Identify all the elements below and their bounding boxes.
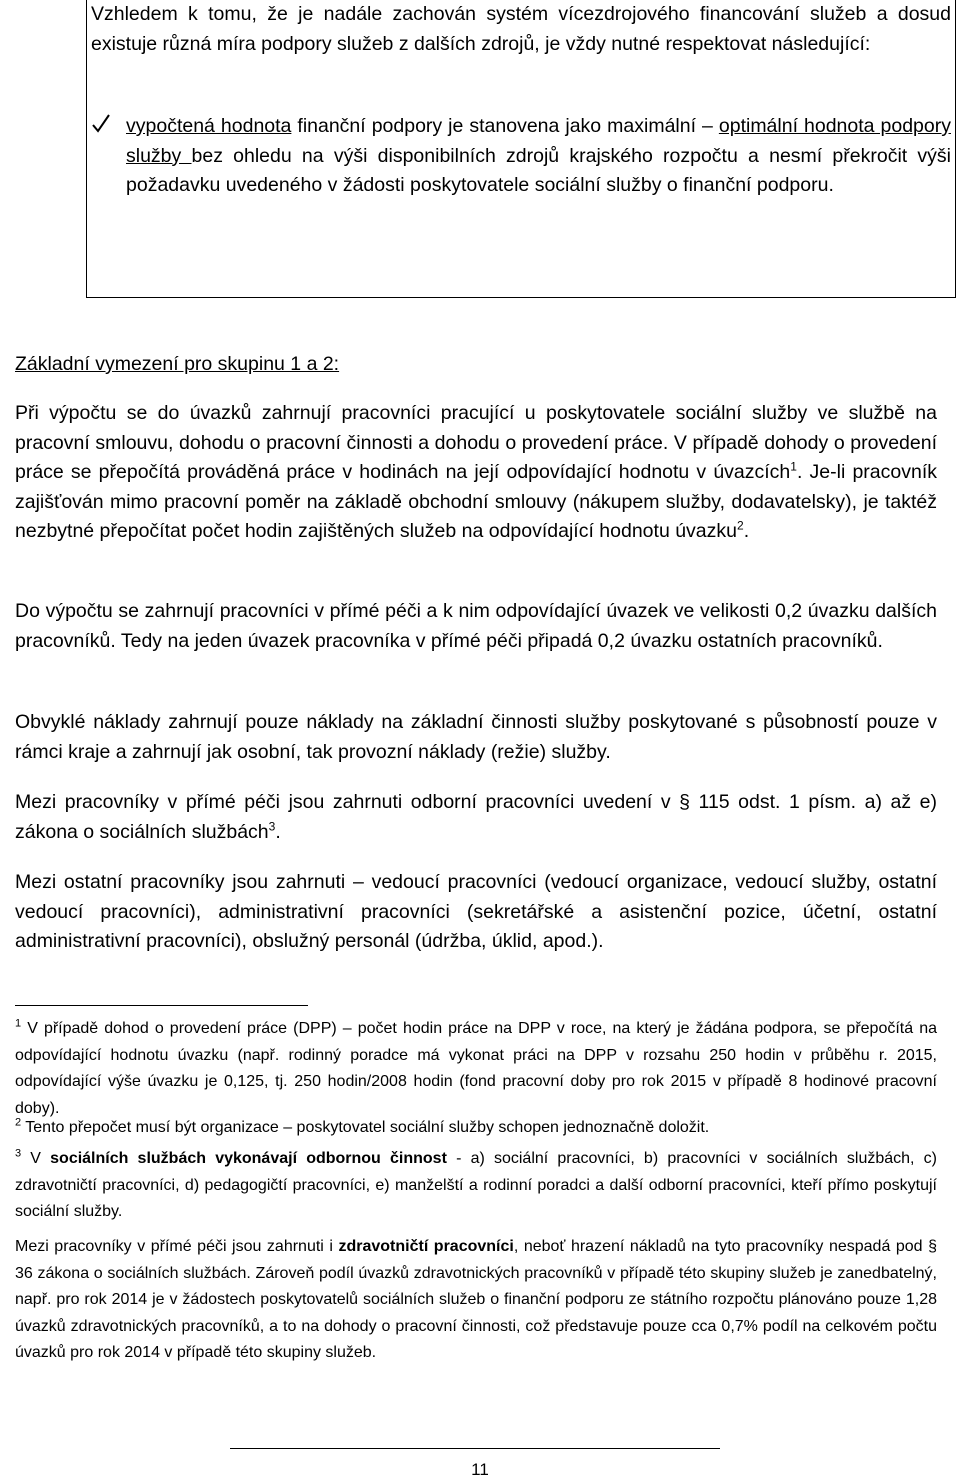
box-intro-paragraph: Vzhledem k tomu, že je nadále zachován systém vícezdrojového financování služeb a dosud existuje různá míra podpory služeb z dalších zdrojů, je vždy nutné respektovat následující:: [91, 3, 951, 55]
footnote-ref-1: 1: [790, 459, 797, 474]
paragraph-1: [15, 399, 937, 547]
paragraph-2: Do výpočtu se zahrnují pracovníci v přímé péči a k nim odpovídající úvazek ve velikosti 0,2 úvazku dalších pracovníků. Tedy na jeden úvazek pracovníka v přímé péči připadá 0,2 úvazku ostatních pracovníků.: [15, 600, 937, 652]
link-vypoctena-hodnota: vypočtená hodnota: [126, 115, 292, 137]
footnote-3: [15, 1146, 937, 1226]
paragraph-4: [15, 788, 937, 847]
footnote-text: zákona o sociálních službách. Zároveň podíl úvazků zdravotnických pracovníků v případě této skupiny služeb je zanedbatelný, např. pro rok 2014 je v žádostech poskytovatelů sociálních služeb o finanční podporu ze státního rozpočtu plánováno pouze 1,28 úvazků zdravotnických pracovníků, a to na dohody o pracovní činnosti, což představuje pouze cca 0,7% podíl na celkovém počtu úvazků pro rok 2014 v případě této skupiny služeb.: [15, 1264, 937, 1361]
footnote-number: 3: [15, 1147, 22, 1160]
footnote-text: V případě dohod o provedení práce (DPP) – počet hodin práce na DPP v roce, na který je žádána podpora, se přepočítá na odpovídající hodnotu úvazku (např. rodinný poradce má vykonat práci na DPP v rozsahu 250 hodin v průběhu r. 2015, odpovídající výše úvazku je 0,125, tj. 250 hodin/2008 hodin (fond pracovní doby pro rok 2015 v případě 8 hodinové pracovní doby).: [15, 1020, 937, 1117]
footnote-bold-text: zdravotničtí pracovníci: [338, 1238, 514, 1255]
footnote-text: Mezi pracovníky v přímé péči jsou zahrnuti i: [15, 1238, 339, 1255]
footer-rule: [230, 1448, 720, 1449]
footnote-ref-2: 2: [737, 518, 744, 533]
footnote-ref-3: 3: [268, 819, 276, 833]
link-optimalni-hodnota: optimální hodnota podpory služby: [126, 115, 951, 167]
paragraph-5: Mezi ostatní pracovníky jsou zahrnuti – vedoucí pracovníci (vedoucí organizace, vedoucí služby, ostatní vedoucí pracovníci), administrativní pracovníci (sekretářské a asistenční pozice, účetní, ostatní administrativní pracovníci), obslužný personál (údržba, úklid, apod.).: [15, 871, 937, 952]
footnote-number: 1: [15, 1017, 22, 1030]
bullet-text-part: bez ohledu na výši disponibilních zdrojů krajského rozpočtu a nesmí překročit výši požadavku uvedeného v žádosti poskytovatele sociální služby o finanční podporu.: [126, 144, 951, 196]
footnote-2: [15, 1115, 937, 1142]
footnote-text: V: [21, 1150, 51, 1167]
footnote-4: [15, 1234, 937, 1367]
footnote-separator: [15, 1005, 308, 1006]
footnote-text: , neboť hrazení nákladů na tyto pracovníky nespadá pod: [513, 1238, 929, 1255]
footnote-bold-text: sociálních službách vykonávají odbornou činnost: [50, 1150, 447, 1167]
box-bullet-item: [91, 112, 951, 201]
law-reference: § 36: [15, 1238, 938, 1282]
checkmark-icon: [91, 112, 111, 136]
p4-text: Mezi pracovníky v přímé péči jsou zahrnuti odborní pracovníci uvedení v: [15, 791, 680, 813]
footnote-number: 2: [15, 1116, 22, 1129]
info-box: [86, 0, 956, 298]
footnote-1: [15, 1016, 937, 1122]
p1-text: Při výpočtu se do úvazků zahrnují pracovníci pracující u poskytovatele sociální služby ve službě na pracovní smlouvu, dohodu o pracovní činnosti a dohodu o provedení práce. V případě dohody o provedení práce se přepočítá prováděná práce v hodinách na její odpovídající hodnotu v úvazcích: [15, 402, 937, 483]
p1-text: .: [743, 520, 750, 542]
paragraph-3: Obvyklé náklady zahrnují pouze náklady na základní činnosti služby poskytované s působností pouze v rámci kraje a zahrnují jak osobní, tak provozní náklady (režie) služby.: [15, 711, 937, 763]
bullet-text: [126, 112, 951, 201]
bullet-text-part: finanční podpory je stanovena jako maximální –: [291, 115, 719, 137]
p4-text: .: [275, 820, 281, 843]
law-reference: § 115 odst. 1 písm. a) až e) zákona o sociálních službách: [15, 791, 937, 843]
footnote-text: Tento přepočet musí být organizace – poskytovatel sociální služby schopen jednoznačně doložit.: [21, 1119, 710, 1136]
footnote-text: - a) sociální pracovníci, b) pracovníci v sociálních službách, c) zdravotničtí pracovníci, d) pedagogičtí pracovníci, e) manželští a rodinní poradci a další odborní pracovníci, kteří přímo poskytují sociální služby.: [15, 1150, 938, 1220]
p1-text: . Je-li pracovník zajišťován mimo pracovní poměr na základě obchodní smlouvy (nákupem služby, dodavatelsky), je taktéž nezbytné přepočítat počet hodin zajištěných služeb na odpovídající hodnotu úvazku: [15, 461, 937, 542]
section-heading: Základní vymezení pro skupinu 1 a 2:: [15, 353, 340, 375]
page-number: 11: [471, 1460, 489, 1479]
